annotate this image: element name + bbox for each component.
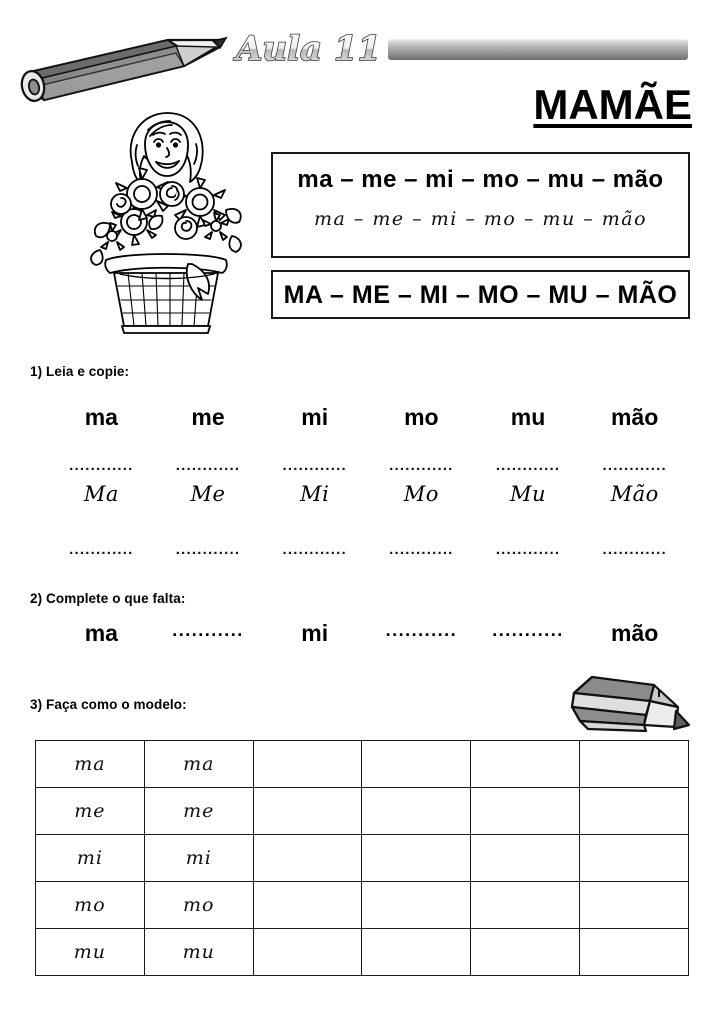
writing-cell[interactable] bbox=[253, 741, 362, 788]
cursive-syllable-cell: Mo bbox=[403, 482, 439, 506]
exercise-1-dotted-line-row-top bbox=[48, 458, 688, 473]
model-cell: ma bbox=[36, 741, 145, 788]
dotted-write-line[interactable]: ............ bbox=[389, 541, 454, 558]
dotted-write-line[interactable]: ............ bbox=[495, 457, 561, 474]
writing-cell[interactable] bbox=[471, 788, 580, 835]
syllable-cell: mi bbox=[301, 620, 329, 646]
exercise-3-heading: 3) Faça como o modelo: bbox=[30, 697, 187, 712]
table-row bbox=[36, 882, 689, 929]
syllables-uppercase-print: MA – ME – MI – MO – MU – MÃO bbox=[283, 281, 678, 309]
syllable-cell: mi bbox=[301, 404, 329, 430]
exercise-1-heading: 1) Leia e copie: bbox=[30, 364, 130, 379]
writing-cell[interactable] bbox=[471, 882, 580, 929]
dotted-write-line[interactable]: ............ bbox=[389, 457, 454, 474]
model-cell: me bbox=[144, 788, 253, 835]
pencil-icon bbox=[558, 667, 694, 737]
exercise-1-dotted-line-row-bottom bbox=[48, 542, 688, 557]
exercise-1-cursive-row bbox=[48, 482, 688, 506]
exercise-1-print-row bbox=[48, 404, 688, 431]
lesson-title-text: Aula 11 bbox=[236, 29, 382, 69]
syllable-cell: ma bbox=[84, 620, 118, 646]
writing-cell[interactable] bbox=[253, 929, 362, 976]
cursive-syllable-cell: Mão bbox=[610, 482, 659, 506]
syllable-box-lowercase bbox=[271, 152, 690, 258]
dotted-write-line[interactable]: ............ bbox=[69, 457, 134, 474]
table-row bbox=[36, 788, 689, 835]
writing-cell[interactable] bbox=[580, 882, 689, 929]
header-gradient-bar bbox=[388, 39, 688, 60]
syllable-cell: mo bbox=[404, 404, 439, 430]
writing-cell[interactable] bbox=[580, 741, 689, 788]
dotted-write-line[interactable]: ............ bbox=[282, 457, 347, 474]
dotted-write-line[interactable]: ............ bbox=[282, 541, 347, 558]
syllable-cell: me bbox=[191, 404, 225, 430]
writing-cell[interactable] bbox=[471, 929, 580, 976]
model-cell: mo bbox=[36, 882, 145, 929]
syllables-lowercase-print: ma – me – mi – mo – mu – mão bbox=[297, 166, 664, 193]
writing-cell[interactable] bbox=[362, 882, 471, 929]
blank-to-fill[interactable]: ........... bbox=[492, 620, 564, 640]
blank-to-fill[interactable]: ........... bbox=[385, 620, 458, 640]
model-cell: mo bbox=[144, 882, 253, 929]
model-cell: me bbox=[36, 788, 145, 835]
table-row bbox=[36, 835, 689, 882]
dotted-write-line[interactable]: ............ bbox=[602, 541, 667, 558]
model-cell: mu bbox=[36, 929, 145, 976]
dotted-write-line[interactable]: ............ bbox=[175, 541, 241, 558]
syllables-lowercase-cursive: ma – me – mi – mo – mu – mão bbox=[313, 208, 648, 230]
cursive-syllable-cell: Mi bbox=[300, 482, 330, 506]
writing-cell[interactable] bbox=[253, 835, 362, 882]
writing-cell[interactable] bbox=[471, 741, 580, 788]
flower-basket-with-face-illustration bbox=[76, 104, 256, 334]
practice-table bbox=[35, 740, 689, 976]
pencil-icon bbox=[8, 26, 248, 106]
writing-cell[interactable] bbox=[580, 835, 689, 882]
lesson-title bbox=[232, 24, 412, 72]
writing-cell[interactable] bbox=[253, 788, 362, 835]
model-cell: mu bbox=[144, 929, 253, 976]
writing-cell[interactable] bbox=[362, 929, 471, 976]
exercise-2-row bbox=[48, 620, 688, 647]
syllable-cell: mão bbox=[611, 404, 659, 430]
cursive-syllable-cell: Ma bbox=[83, 482, 119, 506]
writing-cell[interactable] bbox=[580, 788, 689, 835]
dotted-write-line[interactable]: ............ bbox=[602, 457, 667, 474]
writing-cell[interactable] bbox=[253, 882, 362, 929]
exercise-2-heading: 2) Complete o que falta: bbox=[30, 591, 186, 606]
cursive-syllable-cell: Me bbox=[190, 482, 226, 506]
cursive-syllable-cell: Mu bbox=[510, 482, 547, 506]
model-cell: mi bbox=[144, 835, 253, 882]
syllable-cell: mão bbox=[611, 620, 659, 646]
writing-cell[interactable] bbox=[362, 741, 471, 788]
dotted-write-line[interactable]: ............ bbox=[69, 541, 134, 558]
writing-cell[interactable] bbox=[580, 929, 689, 976]
syllable-cell: mu bbox=[510, 404, 546, 430]
syllable-cell: ma bbox=[84, 404, 118, 430]
model-cell: mi bbox=[36, 835, 145, 882]
writing-cell[interactable] bbox=[362, 835, 471, 882]
page-title: MAMÃE bbox=[533, 81, 692, 128]
writing-cell[interactable] bbox=[362, 788, 471, 835]
model-cell: ma bbox=[144, 741, 253, 788]
blank-to-fill[interactable]: ........... bbox=[172, 620, 244, 640]
table-row bbox=[36, 741, 689, 788]
table-row bbox=[36, 929, 689, 976]
syllable-box-uppercase bbox=[271, 270, 690, 319]
writing-cell[interactable] bbox=[471, 835, 580, 882]
dotted-write-line[interactable]: ............ bbox=[175, 457, 241, 474]
dotted-write-line[interactable]: ............ bbox=[495, 541, 561, 558]
